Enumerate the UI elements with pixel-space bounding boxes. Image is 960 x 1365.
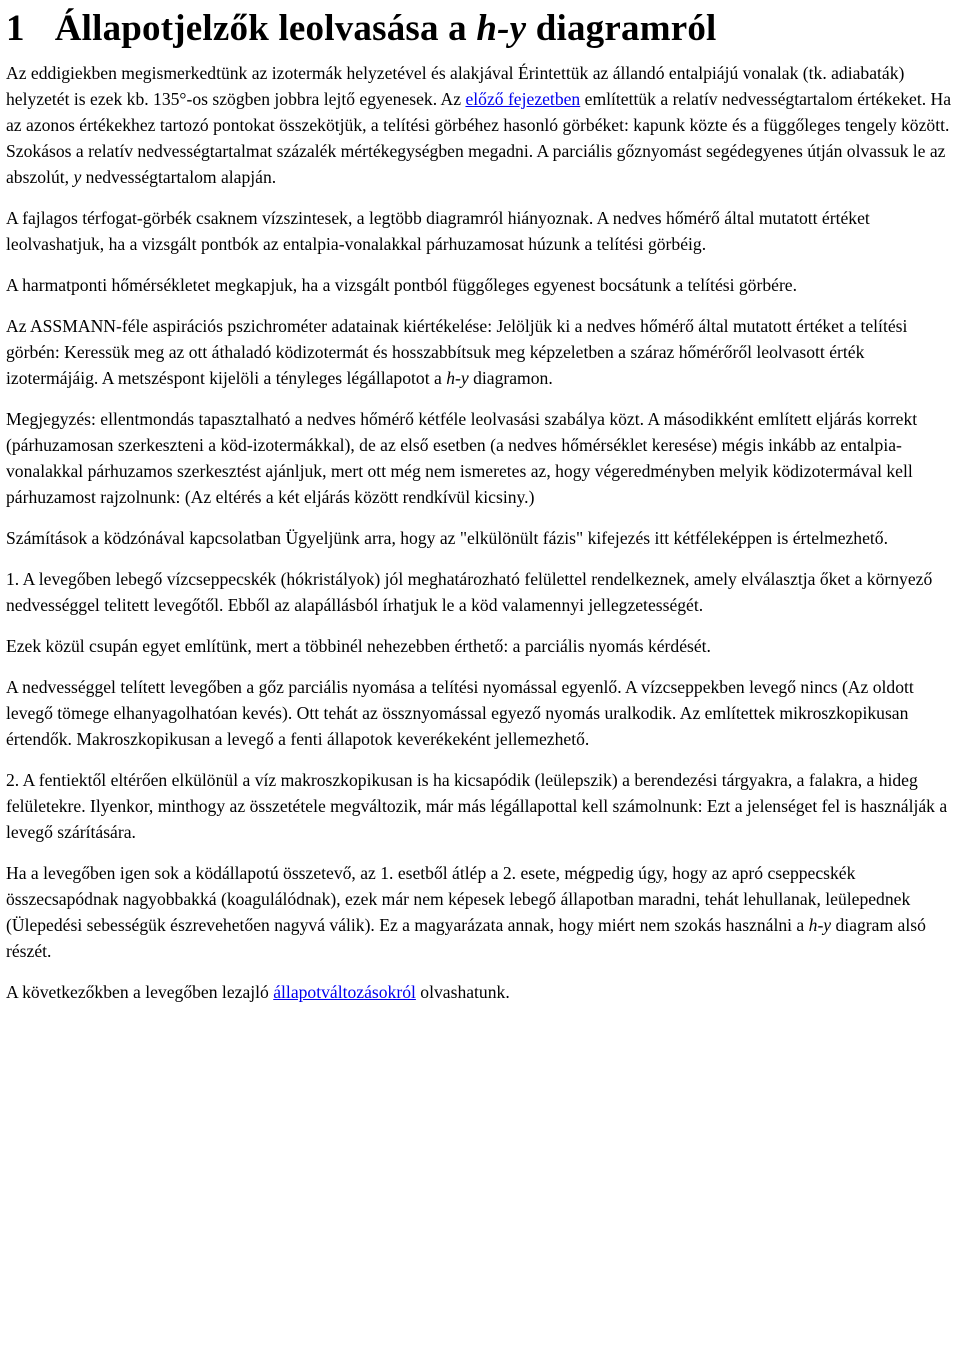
link-previous-chapter[interactable]: előző fejezetben bbox=[465, 89, 581, 109]
intro-italic-y: y bbox=[73, 167, 82, 187]
intro-text-3: nedvességtartalom alapján. bbox=[81, 167, 277, 187]
paragraph-partial-pressure: Ezek közül csupán egyet említünk, mert a többinél nehezebben érthető: a parciális nyomás kérdését. bbox=[6, 636, 711, 656]
paragraph-dew-point: A harmatponti hőmérsékletet megkapjuk, ha a vizsgált pontból függőleges egyenest bocsátunk a telítési görbére. bbox=[6, 275, 798, 295]
coagulation-text-1: Ha a levegőben igen sok a ködállapotú összetevő, az 1. esetből átlép a 2. esete, mégpedig úgy, hogy az apró cseppecskék összecsapódnak nagyobbakká (koagulálódnak), ezek már nem képesek lebegő állapotban maradni, tehát lehullanak, leülepednek (Ülepedési sebességük észrevehetően nagyvá válik). Ez a magyarázata annak, hogy miért nem szokás használni a bbox=[6, 863, 911, 935]
title-italic: h-y bbox=[476, 8, 527, 49]
assmann-text-2: diagramon. bbox=[468, 368, 553, 388]
paragraph-intro bbox=[6, 60, 956, 190]
title-text-b: diagramról bbox=[526, 8, 717, 49]
assmann-text-1: Az ASSMANN-féle aspirációs pszichrométer adatainak kiértékelése: Jelöljük ki a nedves hőmérő által mutatott értéket a telítési görbén: Keressük meg az ott áthaladó ködizotermát és hosszabbítsuk meg képzeletben a száraz hőmérőről leolvasott érték izotermájáig. A metszéspont kijelöli a tényleges légállapotot a bbox=[6, 316, 908, 388]
assmann-italic: h-y bbox=[446, 368, 469, 388]
next-text-1: A következőkben a levegőben lezajló bbox=[6, 982, 274, 1002]
paragraph-next bbox=[6, 979, 956, 1005]
next-text-2: olvashatunk. bbox=[415, 982, 510, 1002]
intro-text-2: említettük a relatív nedvességtartalom értékeket. Ha az azonos értékekhez tartozó pontokat összekötjük, a telítési görbéhez hasonló görbéket: kapunk közte és a függőleges tengely között. Szokásos a relatív nedvességtartalmat százalék mértékegységben megadni. A parciális gőznyomást segédegyenes útján olvassuk le az abszolút, bbox=[6, 89, 952, 187]
intro-text-1: Az eddigiekben megismerkedtünk az izotermák helyzetével és alakjával Érintettük az állandó entalpiájú vonalak (tk. adiabaták) helyzetét is ezek kb. 135°-os szögben jobbra lejtő egyenesek. Az bbox=[6, 63, 905, 109]
paragraph-saturated-air: A nedvességgel telített levegőben a gőz parciális nyomása a telítési nyomással egyenlő. A vízcseppekben levegő nincs (Az oldott levegő tömege elhanyagolhatóan kevés). Ott tehát az össznyomással egyező nyomás uralkodik. Az említettek mikroszkopikusan értendők. Makroszkopikusan a levegő a fenti állapotok keverékeként jellemezhető. bbox=[6, 677, 914, 749]
paragraph-coagulation bbox=[6, 860, 956, 964]
paragraph-specific-volume: A fajlagos térfogat-görbék csaknem vízszintesek, a legtöbb diagramról hiányoznak. A nedves hőmérő által mutatott értéket leolvashatjuk, ha a vizsgált pontbók az entalpia-vonalakkal párhuzamosat húzunk a telítési görbéig. bbox=[6, 208, 870, 254]
coagulation-text-2: diagram alsó részét. bbox=[6, 915, 926, 961]
paragraph-note: Megjegyzés: ellentmondás tapasztalható a nedves hőmérő kétféle leolvasási szabálya közt. A másodikként említett eljárás korrekt (párhuzamosan szerkeszteni a köd-izotermákkal), de az első esetben (a nedves hőmérséklet keresése) mégis inkább az entalpia-vonalakkal párhuzamos szerkesztést ajánljuk, mert ott még nem ismeretes az, hogy végeredményben melyik ködizotermával kell párhuzamost rajzolnunk: (Az eltérés a két eljárás között rendkívül kicsiny.) bbox=[6, 409, 918, 507]
paragraph-case-1: 1. A levegőben lebegő vízcseppecskék (hókristályok) jól meghatározható felülettel rendelkeznek, amely elválasztja őket a környező nedvességgel telitett levegőtől. Ebből az alapállásból írhatjuk le a köd valamennyi jellegzetességét. bbox=[6, 569, 933, 615]
document-page bbox=[0, 6, 956, 1005]
title-text-a: Állapotjelzők leolvasása a bbox=[54, 8, 477, 49]
paragraph-case-2: 2. A fentiektől eltérően elkülönül a víz makroszkopikusan is ha kicsapódik (leülepszik) a berendezési tárgyakra, a falakra, a hideg felületekre. Ilyenkor, minthogy az összetétele megváltozik, már más légállapottal kell számolnunk: Ezt a jelenséget fel is használják a levegő szárítására. bbox=[6, 770, 948, 842]
link-state-changes[interactable]: állapotváltozásokról bbox=[273, 982, 416, 1002]
paragraph-assmann bbox=[6, 313, 956, 391]
paragraph-fog-zone: Számítások a ködzónával kapcsolatban Ügyeljünk arra, hogy az "elkülönült fázis" kifejezés itt kétféleképpen is értelmezhető. bbox=[6, 528, 888, 548]
coagulation-italic: h-y bbox=[808, 915, 832, 935]
page-title bbox=[6, 6, 956, 52]
section-number: 1 bbox=[6, 8, 25, 49]
